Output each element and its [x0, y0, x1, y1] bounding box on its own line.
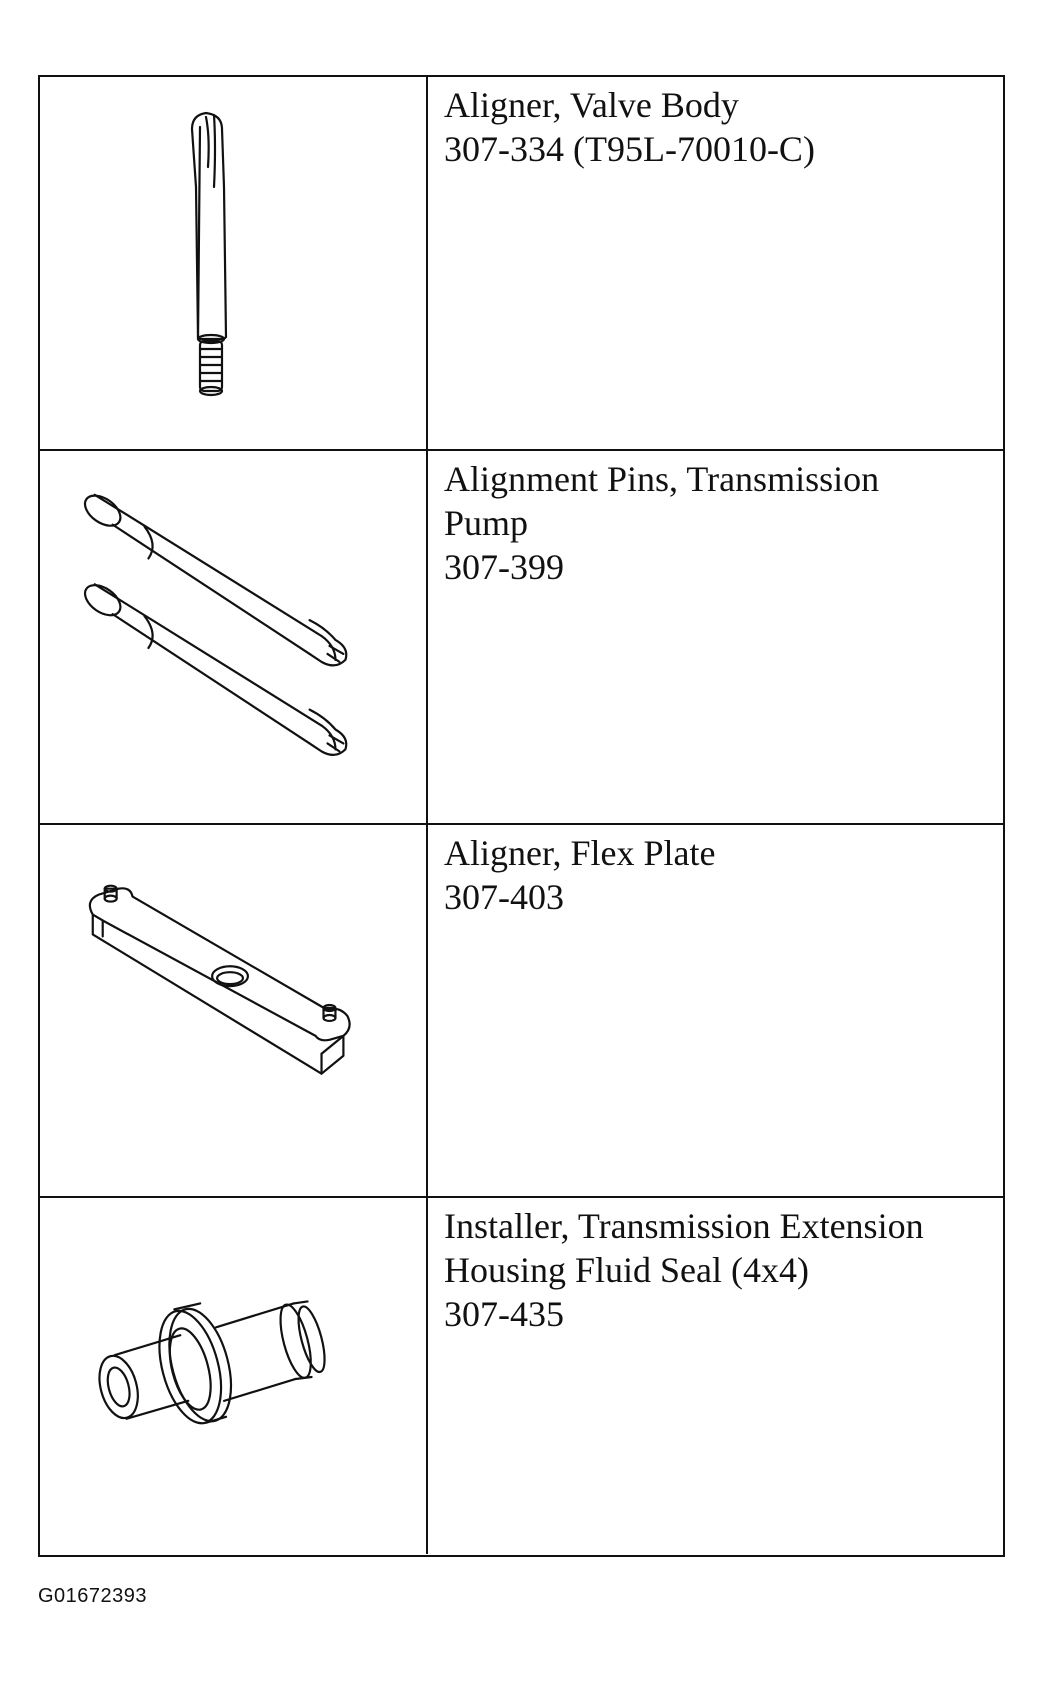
tool-name: Aligner, Flex Plate	[444, 833, 716, 873]
valve-body-aligner-icon	[40, 77, 428, 449]
flex-plate-aligner-icon	[40, 825, 428, 1196]
image-cell	[40, 451, 428, 823]
tool-description	[444, 1204, 995, 1336]
tool-name: Aligner, Valve Body	[444, 85, 739, 125]
tool-name: Alignment Pins, Transmission	[444, 459, 880, 499]
tool-description	[444, 831, 995, 919]
image-cell	[40, 825, 428, 1196]
tool-part-number: 307-399	[444, 547, 564, 587]
special-tools-table	[38, 75, 1005, 1557]
alignment-pins-icon	[40, 451, 428, 823]
tool-part-number: 307-435	[444, 1294, 564, 1334]
tool-description	[444, 83, 995, 171]
tool-part-number: 307-403	[444, 877, 564, 917]
tool-description	[444, 457, 995, 589]
seal-installer-icon	[40, 1198, 428, 1554]
table-row	[40, 449, 1003, 823]
image-cell	[40, 77, 428, 449]
tool-name-continued: Housing Fluid Seal (4x4)	[444, 1250, 809, 1290]
table-row	[40, 77, 1003, 449]
table-row	[40, 823, 1003, 1196]
image-cell	[40, 1198, 428, 1554]
figure-id: G01672393	[38, 1585, 148, 1607]
tool-name-continued: Pump	[444, 503, 529, 543]
tool-part-number: 307-334 (T95L-70010-C)	[444, 129, 815, 169]
tool-name: Installer, Transmission Extension	[444, 1206, 924, 1246]
table-row	[40, 1196, 1003, 1554]
